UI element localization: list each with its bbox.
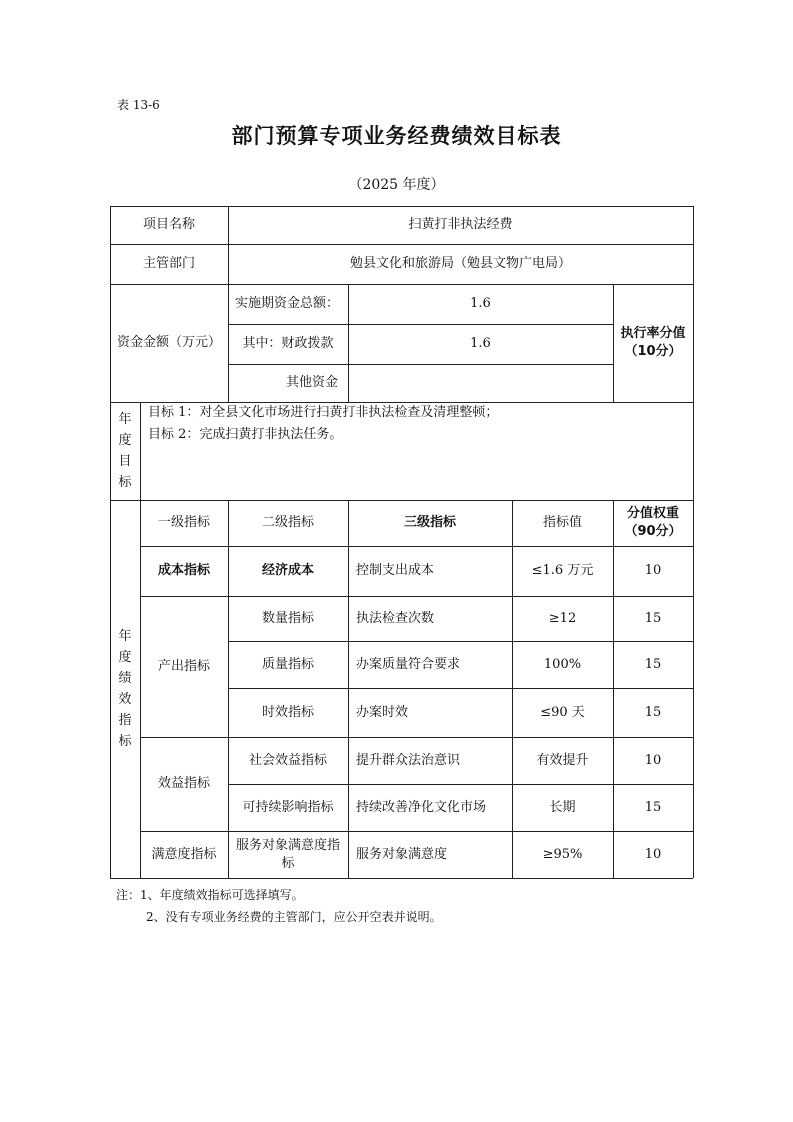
header-weight xyxy=(617,500,689,546)
funds-fiscal-label: 其中：财政拨款 xyxy=(242,336,334,351)
row-satisfaction-weight: 10 xyxy=(644,846,662,862)
funds-total-value: 1.6 xyxy=(470,296,491,311)
row-cost-value: ≤1.6 万元 xyxy=(531,563,594,578)
funds-label xyxy=(116,284,222,402)
funds-label-text: 资金金额（万元） xyxy=(116,335,221,350)
row-quantity-level3: 执法检查次数 xyxy=(356,610,435,626)
row-timeliness-value: ≤90 天 xyxy=(540,704,585,720)
funds-other-label: 其他资金 xyxy=(285,375,338,390)
annual-goal-line-2: 目标 2：完成扫黄打非执法任务。 xyxy=(148,427,343,442)
header-value: 指标值 xyxy=(542,515,582,530)
row-satisfaction-level2 xyxy=(234,831,342,878)
project-name-value: 扫黄打非执法经费 xyxy=(408,217,513,232)
annual-goal-line-1: 目标 1：对全县文化市场进行扫黄打非执法检查及清理整顿； xyxy=(148,405,499,420)
indicators-side-label xyxy=(110,500,140,878)
execution-rate-label-text: 执行率分值（10分） xyxy=(620,326,686,359)
department-value: 勉县文化和旅游局（勉县文物广电局） xyxy=(349,256,571,271)
funds-total-label xyxy=(232,284,342,324)
project-name-label: 项目名称 xyxy=(142,217,195,232)
row-timeliness-level2: 时效指标 xyxy=(261,704,314,720)
execution-rate-label xyxy=(617,284,689,402)
row-cost-level2: 经济成本 xyxy=(261,563,314,578)
funds-total-label-text: 实施期资金总额： xyxy=(234,296,339,311)
header-weight-text: 分值权重（90分） xyxy=(624,506,682,539)
row-quality-weight: 15 xyxy=(644,656,662,672)
row-social-level3: 提升群众法治意识 xyxy=(356,752,461,768)
note-2: 2、没有专项业务经费的主管部门，应公开空表并说明。 xyxy=(146,910,442,924)
row-satisfaction-level1: 满意度指标 xyxy=(151,846,217,862)
row-social-weight: 10 xyxy=(644,752,662,768)
benefit-indicator-label: 效益指标 xyxy=(157,776,210,791)
row-cost-level1: 成本指标 xyxy=(157,563,210,578)
row-timeliness-weight: 15 xyxy=(644,704,662,720)
header-level2: 二级指标 xyxy=(261,515,314,530)
table-number-label: 表 13-6 xyxy=(117,98,160,112)
row-satisfaction-value: ≥95% xyxy=(542,846,583,862)
output-indicator-label: 产出指标 xyxy=(157,658,210,674)
annual-goal-label-text: 年度目标 xyxy=(118,412,132,490)
row-sustainable-value: 长期 xyxy=(549,799,576,815)
row-timeliness-level3: 办案时效 xyxy=(356,704,409,720)
row-sustainable-level3: 持续改善净化文化市场 xyxy=(356,799,487,815)
page-title: 部门预算专项业务经费绩效目标表 xyxy=(231,124,562,148)
department-label: 主管部门 xyxy=(142,256,195,271)
funds-fiscal-value: 1.6 xyxy=(470,336,491,351)
row-sustainable-weight: 15 xyxy=(644,799,662,815)
header-level1: 一级指标 xyxy=(157,515,210,530)
row-satisfaction-level3: 服务对象满意度 xyxy=(356,846,448,862)
note-1: 注：1、年度绩效指标可选择填写。 xyxy=(116,888,304,902)
row-quantity-weight: 15 xyxy=(644,610,662,626)
row-sustainable-level2: 可持续影响指标 xyxy=(242,799,334,815)
header-level3: 三级指标 xyxy=(403,515,456,530)
annual-goal-label xyxy=(110,402,140,500)
row-cost-level3: 控制支出成本 xyxy=(356,563,435,578)
indicators-side-label-text: 年度绩效指标 xyxy=(118,629,132,749)
row-satisfaction-level2-text: 服务对象满意度指标 xyxy=(235,837,340,871)
funds-other-value xyxy=(348,364,613,402)
row-cost-weight: 10 xyxy=(644,563,662,578)
row-quantity-value: ≥12 xyxy=(548,610,577,626)
row-quality-value: 100% xyxy=(543,656,582,672)
row-quality-level2: 质量指标 xyxy=(261,656,314,672)
year-label: （2025 年度） xyxy=(348,177,445,193)
annual-goal-content xyxy=(148,402,688,500)
row-social-level2: 社会效益指标 xyxy=(248,752,327,768)
row-social-value: 有效提升 xyxy=(536,752,589,768)
row-quantity-level2: 数量指标 xyxy=(261,610,314,626)
row-quality-level3: 办案质量符合要求 xyxy=(356,656,461,672)
